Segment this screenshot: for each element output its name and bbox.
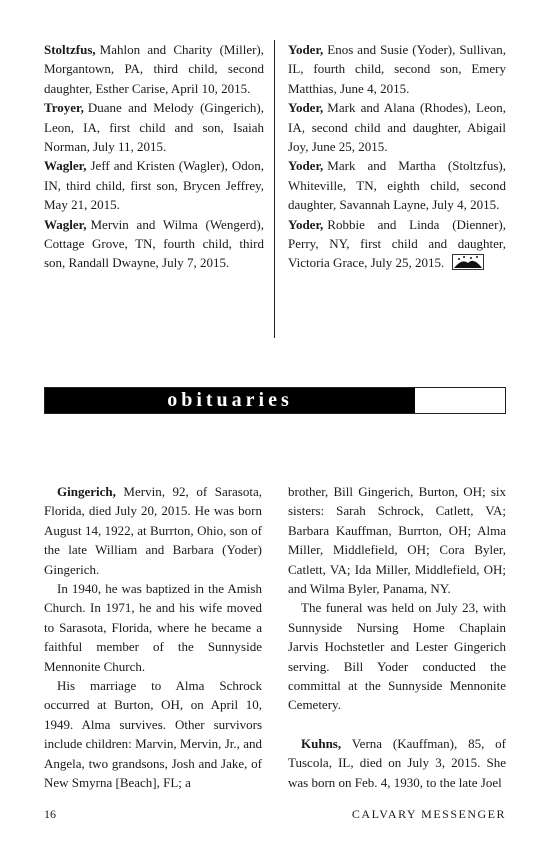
deceased-name: Kuhns,	[301, 735, 342, 751]
deceased-name: Gingerich,	[57, 484, 116, 499]
family-name: Yoder,	[288, 100, 324, 116]
page-number: 16	[44, 807, 56, 821]
obituary-paragraph: In 1940, he was baptized in the Amish Church. In 1971, he and his wife moved to Sarasota, Florida, where he became a faithful member of the Sunnyside Mennonite Church.	[44, 581, 262, 674]
birth-entry	[288, 98, 506, 156]
section-banner	[44, 387, 506, 414]
obituaries-left-column	[44, 482, 262, 793]
obituaries-right-column	[288, 482, 506, 792]
birth-text: Mark and Alana (Rhodes), Leon, IA, second child and daughter, Abigail Joy, June 25, 2015.	[288, 100, 506, 155]
obituary-paragraph: His marriage to Alma Schrock occurred at Burton, OH, on April 10, 1949. Alma survives. Other survivors include children: Marvin, Mervin, Jr., and Angela, two grandsons, Josh and Jake, of New Smyrna [Beach], FL; a	[44, 678, 262, 791]
births-left-column	[44, 40, 264, 273]
birth-entry	[44, 98, 264, 156]
obituary-text: Verna (Kauffman), 85, of Tuscola, IL, died on July 3, 2015. She was born on Feb. 4, 1930, to the late Joel	[288, 735, 506, 790]
birth-text: Robbie and Linda (Dienner), Perry, NY, first child and daughter, Victoria Grace, July 25, 2015.	[288, 216, 506, 271]
publication-name: CALVARY MESSENGER	[351, 807, 506, 821]
obituary-paragraph: The funeral was held on July 23, with Sunnyside Nursing Home Chaplain Jarvis Hochstetler and Lester Gingerich serving. Bill Yoder conducted the committal at the Sunnyside Mennonite Cemetery.	[288, 600, 506, 713]
family-name: Yoder,	[288, 42, 324, 57]
birth-text: Duane and Melody (Gingerich), Leon, IA, first child and son, Isaiah Norman, July 11, 2015.	[44, 100, 264, 155]
obituary-paragraph	[288, 734, 506, 792]
family-name: Wagler,	[44, 158, 87, 174]
birth-text: Jeff and Kristen (Wagler), Odon, IN, third child, first son, Brycen Jeffrey, May 21, 2015.	[44, 158, 264, 213]
family-name: Troyer,	[44, 100, 84, 116]
family-name: Yoder,	[288, 158, 324, 174]
birth-entry	[288, 156, 506, 214]
birth-text: Mervin and Wilma (Wengerd), Cottage Grove, TN, fourth child, third son, Randall Dwayne, July 7, 2015.	[44, 216, 264, 271]
section-title: obituaries	[45, 388, 415, 413]
family-name: Stoltzfus,	[44, 42, 96, 57]
birth-entry	[44, 215, 264, 273]
birth-text: Mark and Martha (Stoltzfus), Whiteville, TN, eighth child, second daughter, Savannah Layne, July 4, 2015.	[288, 158, 506, 213]
obituary-paragraph	[44, 482, 262, 579]
column-divider	[274, 40, 275, 338]
birth-entry	[44, 40, 264, 98]
births-right-column	[288, 40, 506, 275]
birth-text: Mahlon and Charity (Miller), Morgantown, PA, third child, second daughter, Esther Carise, April 10, 2015.	[44, 42, 264, 96]
birth-entry	[288, 215, 506, 276]
obituary-paragraph: brother, Bill Gingerich, Burton, OH; six sisters: Sarah Schrock, Catlett, VA; Barbara Kauffman, Burrton, OH; Alma Miller, Middlefield, OH; Cora Byler, Catlett, VA; Ida Miller, Middlefield, OH; and Wilma Byler, Panama, NY.	[288, 484, 506, 597]
birth-entry	[44, 156, 264, 214]
family-name: Wagler,	[44, 216, 87, 232]
birth-text: Enos and Susie (Yoder), Sullivan, IL, fourth child, second son, Emery Matthias, June 4, 2015.	[288, 42, 506, 96]
end-mark-icon	[452, 254, 484, 275]
obituary-text: Mervin, 92, of Sarasota, Florida, died July 20, 2015. He was born August 14, 1922, at Burrton, Ohio, son of the late William and Barbara (Yoder) Gingerich.	[44, 484, 262, 577]
family-name: Yoder,	[288, 216, 324, 232]
birth-entry	[288, 40, 506, 98]
